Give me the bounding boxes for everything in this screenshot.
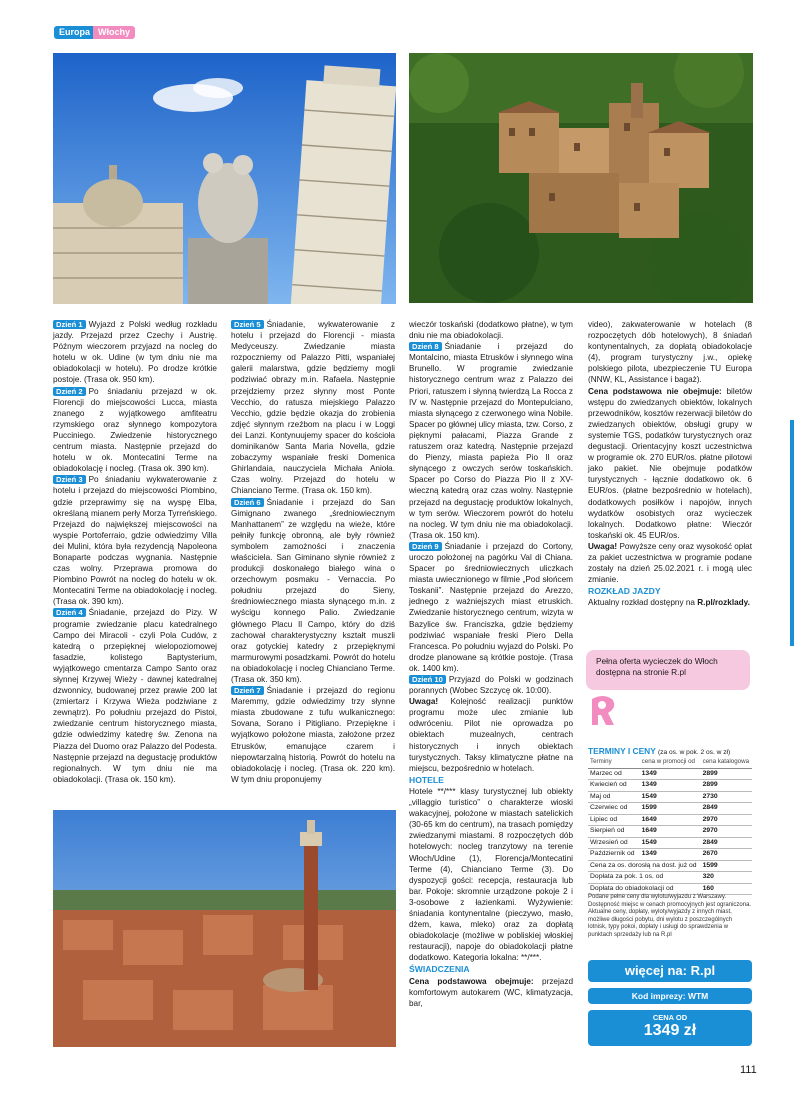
extra-label: Dopłata za pok. 1 os. od <box>588 872 701 884</box>
brand-logo-icon <box>588 693 618 729</box>
promo-price: 1649 <box>640 826 701 838</box>
tour-code-value: WTM <box>687 991 709 1001</box>
table-header <box>588 757 752 768</box>
day-text: Wyjazd z Polski według rozkładu jazdy. Przejazd przez Czechy i Austrię. Późnym wieczorem przyjazd na nocleg do hotelu w ok. Udine (w tym dniu nie ma obiadokolacji w hotelu). Po drodze krótkie postoje. (Trasa ok. 950 km). <box>53 320 217 385</box>
promo-price: 1599 <box>640 803 701 815</box>
more-label: więcej na: <box>624 963 687 978</box>
day-7 <box>231 685 395 785</box>
promo-price: 1649 <box>640 814 701 826</box>
catalog-price: 2970 <box>701 814 752 826</box>
fineprint: Podane pełne ceny dla wylotu/wyjazdu z Warszawy. Dostępność miejsc w cenach promocyjnych jest ograniczona. Aktualne ceny, dopłaty, wyloty/wyjazdy z innych miast, możliwe długości pobytu, dni wylotu z poszczególnych lotnisk, typy pokoi, dopłaty i usługi do sprawdzenia w punktach sprzedaży lub na R.pl <box>588 894 752 938</box>
day-4 <box>53 607 217 785</box>
promo-price: 1549 <box>640 837 701 849</box>
day-3 <box>53 474 217 607</box>
term: Czerwiec od <box>588 803 640 815</box>
table-row <box>588 837 752 849</box>
price-includes-text: przejazd komfortowym autokarem (WC, klimatyzacja, bar, <box>409 976 573 1008</box>
promo-price: 1349 <box>640 849 701 861</box>
photo-siena <box>53 810 396 1047</box>
extra-label: Cena za os. dorosłą na dost. już od <box>588 860 701 872</box>
price-excludes <box>588 386 752 541</box>
day-8 <box>409 341 573 541</box>
promo-price: 1349 <box>640 780 701 792</box>
tour-code-label: Kod imprezy: <box>631 991 686 1001</box>
info-column-4 <box>588 319 752 608</box>
extra-row <box>588 860 752 872</box>
extra-row <box>588 883 752 895</box>
extra-row <box>588 872 752 884</box>
itinerary-column-1 <box>53 319 217 785</box>
price-table <box>588 757 752 895</box>
day-text: Po śniadaniu wykwaterowanie z hotelu i przejazd do miejscowości Piombino, gdzie przeprawimy się na wyspę Elba, określaną mianem perły Morza Tyrreńskiego. Przejazd do największej miejscowości na wyspie Portoferraio, gdzie odwiedzimy Villa dei Mulini, która była rezydencją Napoleona Bonaparte podczas wygnania. Następnie czas wolny. Przeprawa promowa do Piombino Powrót na nocleg do hotelu w ok. Montecatini Terme na obiadokolację i nocleg. (Trasa ok. 390 km). <box>53 475 217 607</box>
more-site: R.pl <box>690 963 716 978</box>
term: Wrzesień od <box>588 837 640 849</box>
price-includes <box>409 976 573 1009</box>
term: Październik od <box>588 849 640 861</box>
photo-village <box>409 53 753 303</box>
price-includes-cont: video), zakwaterowanie w hotelach (8 rozpoczętych dób hotelowych), 8 śniadań kontynentalnych, za dopłatą obiadokolacje (4), program turystyczny j.w., opiekę polskiego pilota, ubezpieczenie TU Europa (NNW, KL, Assistance i bagaż). <box>588 320 752 385</box>
services-heading: ŚWIADCZENIA <box>409 964 470 975</box>
day-5 <box>231 319 395 497</box>
extra-value: 320 <box>701 872 752 884</box>
term: Marzec od <box>588 768 640 780</box>
day-badge: Dzień 8 <box>409 342 442 351</box>
country-tag: Włochy <box>93 26 135 39</box>
catalog-price: 2849 <box>701 803 752 815</box>
price-excludes-label: Cena podstawowa nie obejmuje: <box>588 386 722 396</box>
day-7-cont: wieczór toskański (dodatkowo płatne), w tym dniu nie ma obiadokolacji. <box>409 320 573 341</box>
schedule-label: Aktualny rozkład dostępny na <box>588 598 695 608</box>
day-10 <box>409 674 573 696</box>
note <box>409 696 573 774</box>
itinerary-column-2 <box>231 319 395 785</box>
header-cell: Terminy <box>588 757 640 768</box>
day-text: Przyjazd do Polski w godzinach porannych (Wobec Szczycę ok. 10:00). <box>409 675 573 696</box>
note-text: Kolejność realizacji punktów programu może ulec zmianie lub odwróceniu. Pilot nie oprowadza po obiektach muzealnych, centrach historycznych i innych obiektach turystycznych. Taksy klimatyczne płatne na miejscu, bezpośrednio w hotelach. <box>409 697 573 773</box>
price-box <box>588 1010 752 1046</box>
header-cell: cena w promocji od <box>640 757 701 768</box>
day-6 <box>231 497 395 686</box>
day-badge: Dzień 9 <box>409 542 442 551</box>
hotels-heading: HOTELE <box>409 774 444 785</box>
itinerary-column-3 <box>409 319 573 1009</box>
table-row <box>588 791 752 803</box>
table-row <box>588 814 752 826</box>
page-number: 111 <box>740 1064 757 1076</box>
day-2 <box>53 386 217 475</box>
day-badge: Dzień 5 <box>231 320 264 329</box>
price-label: CENA OD <box>652 1013 688 1022</box>
edge-marker <box>790 420 794 646</box>
price-includes-label: Cena podstawowa obejmuje: <box>409 976 534 986</box>
day-badge: Dzień 4 <box>53 608 86 617</box>
catalog-price: 2899 <box>701 780 752 792</box>
day-badge: Dzień 1 <box>53 320 86 329</box>
schedule-link[interactable]: R.pl/rozklady. <box>697 598 750 608</box>
term: Maj od <box>588 791 640 803</box>
promo-text: Pełna oferta wycieczek do Włoch dostępna na stronie R.pl <box>596 656 718 677</box>
term: Kwiecień od <box>588 780 640 792</box>
day-badge: Dzień 3 <box>53 475 86 484</box>
promo-price: 1349 <box>640 768 701 780</box>
schedule-heading: ROZKŁAD JAZDY <box>588 586 661 597</box>
price-note-text: Powyższe ceny oraz wysokość opłat za pakiet uczestnictwa w programie podane zostały na dzień 25.02.2021 r. i mogą ulec zmianie. <box>588 541 752 585</box>
catalog-price: 2970 <box>701 826 752 838</box>
more-info-button[interactable] <box>588 960 752 982</box>
price-excludes-text: biletów wstępu do zwiedzanych obiektów, lokalnych przewodników, kosztów rezerwacji biletów do zwiedzanych obiektów, obsługi grupy w systemie TGS, podatków turystycznych oraz degustacji. Orientacyjny koszt uczestnictwa w programie ok. 270 EUR/os. płatne pilotowi jako pakiet. Nie obejmuje podatków turystycznych - łącznie dodatkowo ok. 6 EUR/os. (płatne bezpośrednio w hotelach), dodatkowych posiłków i napojów, innych wydatków osobistych oraz wycieczek lokalnych. Dodatkowo płatne: Wieczór toskański ok. 45 EUR/os. <box>588 386 752 540</box>
table-row <box>588 768 752 780</box>
term: Sierpień od <box>588 826 640 838</box>
day-badge: Dzień 6 <box>231 498 264 507</box>
prices-title <box>588 746 730 756</box>
day-text: Śniadanie i przejazd do San Gimignano zwanego „średniowiecznym Manhattanem” ze względu na wieże, które pełniły funkcję obronną, ale były również symbolem zamożności i znaczenia właściciela. San Giminano słynie również z produkcji doskonałego białego wina o orzechowym posmaku - Vernaccia. Po południu przejazd do Sieny, średniowiecznego miasta słynącego m.in. z wyścigu konnego Palio. Zwiedzanie głównego Placu Il Campo, który do dziś zachował charakterystyczny kształt muszli oraz gotyckiej katedry z przepięknymi marmurowymi posadzkami. Powrót do hotelu na obiadokolację i nocleg Chianciano Terme. (Trasa ok. 350 km). <box>231 497 395 684</box>
price-note <box>588 541 752 585</box>
header-cell: cena katalogowa <box>701 757 752 768</box>
note-label: Uwaga! <box>409 697 439 707</box>
day-badge: Dzień 2 <box>53 387 86 396</box>
term: Lipiec od <box>588 814 640 826</box>
catalog-price: 2849 <box>701 837 752 849</box>
day-text: Śniadanie i przejazd do Montalcino, miasta Etrusków i słynnego wina Brunello. W programie zwiedzanie historycznego centrum wraz z Palazzo dei Priori, ratuszem i słynną twierdzą La Rocca z IV w. Następnie przejazd do Montepulciano, miasta słynącego z czerwonego wina Nobile. Spacer po głównej ulicy miasta, tzw. Corso, z pięknymi pałacami, Piazza Grande z ratuszem oraz katedrą. Następnie przejazd do Pienzy, miasta papieża Pio II oraz słynącego z owczych serów toskańskich. Spacer po Corso do Piazza Pio II z XV-wieczną katedrą oraz czas wolny. Następnie przejazd na degustację produktów lokalnych, w tym serów. Wieczorem powrót do hotelu na nocleg. W tym dniu nie ma obiadokolacji. (Trasa ok. 150 km). <box>409 342 573 540</box>
promo-price: 1549 <box>640 791 701 803</box>
day-text: Po śniadaniu przejazd w ok. Florencji do miejscowości Lucca, miasta znanego z wyjątkowego amfiteatru rzymskiego oraz słynnego kompozytora Pucciniego. Zwiedzenie historycznego centrum miasta. Następnie przejazd do hotelu w ok. Montecatini Terme na obiadokolację i nocleg. (Trasa ok. 390 km). <box>53 386 217 474</box>
table-row <box>588 826 752 838</box>
catalog-price: 2899 <box>701 768 752 780</box>
table-row <box>588 849 752 861</box>
extra-value: 160 <box>701 883 752 895</box>
promo-box <box>586 650 750 690</box>
table-row <box>588 780 752 792</box>
prices-subtitle: (za os. w pok. 2 os. w zł) <box>657 749 731 756</box>
extra-value: 1599 <box>701 860 752 872</box>
tour-code <box>588 988 752 1004</box>
table-row <box>588 803 752 815</box>
day-badge: Dzień 10 <box>409 675 446 684</box>
price-value: 1349 zł <box>643 1022 697 1039</box>
hotels-text: Hotele **/*** klasy turystycznej lub obiekty „villaggio turistico” o charakterze wioski wakacyjnej, położone w miastach satelickich (30-65 km do centrum), na trasach pomiędzy zwiedzanymi miastami. 8 rozpoczętych dób hotelowych: nocleg tranzytowy na terenie Włoch/Udine (1), Florencja/Montecatini Terme (4), Chianciano Terme (3). Do dyspozycji gości: recepcja, restauracja lub bar. Pokoje: skromnie urządzone pokoje 2 i 3-osobowe z łazienkami. Wyżywienie: śniadania kontynentalne (pieczywo, masło, dżem, kawa, mleko) oraz za dopłatą obiadokolacje (możliwe w pobliskiej włoskiej restauracji), napoje do obiadokolacji płatne dodatkowo. Kategoria lokalna: **/***. <box>409 786 573 963</box>
catalog-price: 2730 <box>701 791 752 803</box>
day-9 <box>409 541 573 674</box>
price-note-label: Uwaga! <box>588 541 618 551</box>
photo-pisa <box>53 53 396 304</box>
day-text: Śniadanie i przejazd do regionu Maremmy, gdzie odwiedzimy trzy słynne miasta zbudowane z tufu wulkanicznego: Sovana, Sorano i Pitigliano. Przepiękne i wyjątkowo położone miasta, założone przez Etrusków, emanujące czarem i niepowtarzalną historią. Powrót do hotelu na obiadokolację i nocleg. (Trasa ok. 220 km). W tym dniu proponujemy <box>231 686 395 784</box>
extra-label: Dopłata do obiadokolacji od <box>588 883 701 895</box>
schedule-text <box>588 597 752 608</box>
day-1 <box>53 319 217 386</box>
catalog-price: 2670 <box>701 849 752 861</box>
day-badge: Dzień 7 <box>231 686 264 695</box>
region-tag: Europa <box>54 26 95 39</box>
day-text: Śniadanie, przejazd do Pizy. W programie zwiedzanie placu katedralnego Campo dei Miracoli - czyli Pola Cudów, z katedrą o przepięknej wielopoziomowej fasadzie, kolistego Baptysterium, wyjątkowego cmentarza Campo Santo oraz słynnej Krzywej Wieży - dawnej katedralnej dzwonnicy, budowanej przez prawie 200 lat (zmiertarz i Krzywa Wieża podziwiane z zewnątrz). Po południu przejazd do Pistoi, zwiedzanie centrum historycznego miasta, gdzie odwiedzimy katedrę św. Zenona na Piazza del Duomo oraz Palazzo del Podesta. Następnie przejazd na degustację produktów regionalnych. W tym dniu nie ma obiadokolacji. (Trasa ok. 150 km). <box>53 608 217 784</box>
prices-title-text: TERMINY I CENY <box>588 746 656 756</box>
day-text: Śniadanie i przejazd do Cortony, uroczo położonej na pagórku Val di Chiana. Spacer po średniowiecznych uliczkach miasta uwiecznionego w filmie „Pod słońcem Toskanii”. Następnie przejazd do Arezzo, jednego z ważniejszych miast etruskich. Zwiedzanie historycznego centrum, wizyta w Bazylice św. Franciszka, gdzie będziemy podziwiać wspaniałe freski Piero Della Francesca. Po południu wyjazd do Polski. Po drodze planowane są krótkie postoje. (Trasa ok. 1400 km). <box>409 541 573 673</box>
day-text: Śniadanie, wykwaterowanie z hotelu i przejazd do Florencji - miasta Medyceuszy. Zwiedzanie miasta rozpoczniemy od Palazzo Pitti, wspaniałej galerii malarstwa, gdzie będziemy mogli podziwiać obrazy m.in. Rafaela. Następnie przejdziemy przez słynny most Ponte Vecchio, do ratusza miejskiego Palazzo Vecchio, gdzie będzie okazja do zrobienia zdjęć słynnym rzeźbom na placu i w Loggi dei Lanzi. Kontynuujemy spacer do kościoła dominikanów Santa Maria Novella, gdzie zobaczymy wspaniałe freski Domenica Ghirlandaia, nauczyciela Michała Anioła. Czas wolny. Przejazd do hotelu w Chianciano Terme. (Trasa ok. 150 km). <box>231 320 395 496</box>
